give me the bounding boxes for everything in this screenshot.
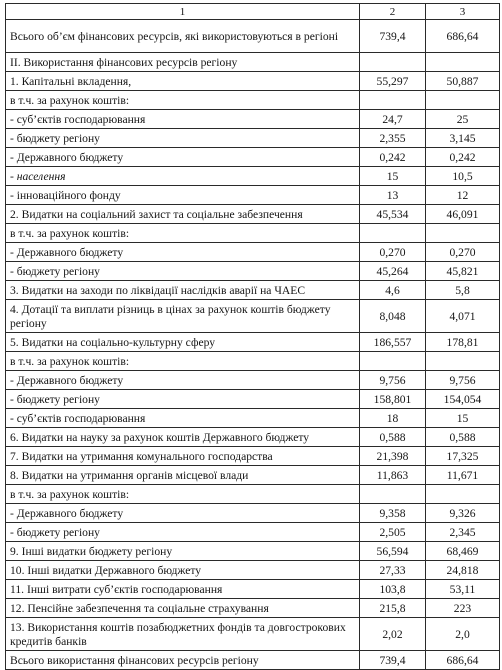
value-col-2: 8,048 bbox=[360, 300, 426, 333]
value-col-3: 53,11 bbox=[426, 580, 500, 599]
value-col-2: 56,594 bbox=[360, 542, 426, 561]
row-label: - Державного бюджету bbox=[6, 504, 360, 523]
table-row bbox=[6, 243, 500, 262]
row-label: 13. Використання коштів позабюджетних фондів та довгострокових кредитів банків bbox=[6, 618, 360, 651]
column-header-2: 2 bbox=[360, 4, 426, 20]
row-label: 5. Видатки на соціально-культурну сферу bbox=[6, 333, 360, 352]
value-col-3: 223 bbox=[426, 599, 500, 618]
table-row bbox=[6, 599, 500, 618]
table-row bbox=[6, 281, 500, 300]
value-col-2: 158,801 bbox=[360, 390, 426, 409]
value-col-2: 18 bbox=[360, 409, 426, 428]
value-col-3: 12 bbox=[426, 186, 500, 205]
table-row bbox=[6, 91, 500, 110]
value-col-2: 2,02 bbox=[360, 618, 426, 651]
table-row bbox=[6, 186, 500, 205]
value-col-2: 9,358 bbox=[360, 504, 426, 523]
row-label: - бюджету регіону bbox=[6, 129, 360, 148]
value-col-2: 21,398 bbox=[360, 447, 426, 466]
row-label: в т.ч. за рахунок коштів: bbox=[6, 91, 360, 110]
row-label: 10. Інші видатки Державного бюджету bbox=[6, 561, 360, 580]
value-col-3: 15 bbox=[426, 409, 500, 428]
table-row bbox=[6, 428, 500, 447]
row-label: 1. Капітальні вкладення, bbox=[6, 72, 360, 91]
value-col-2: 739,4 bbox=[360, 651, 426, 670]
table-row bbox=[6, 148, 500, 167]
value-col-3: 25 bbox=[426, 110, 500, 129]
table-row bbox=[6, 371, 500, 390]
value-col-3: 24,818 bbox=[426, 561, 500, 580]
value-col-2: 55,297 bbox=[360, 72, 426, 91]
column-header-1: 1 bbox=[6, 4, 360, 20]
row-label: - Державного бюджету bbox=[6, 243, 360, 262]
value-col-2: 11,863 bbox=[360, 466, 426, 485]
row-label: - бюджету регіону bbox=[6, 390, 360, 409]
row-label: - Державного бюджету bbox=[6, 148, 360, 167]
row-label: в т.ч. за рахунок коштів: bbox=[6, 224, 360, 243]
table-row bbox=[6, 300, 500, 333]
value-col-2: 215,8 bbox=[360, 599, 426, 618]
value-col-3 bbox=[426, 224, 500, 243]
value-col-3: 686,64 bbox=[426, 20, 500, 53]
value-col-2 bbox=[360, 224, 426, 243]
value-col-3: 3,145 bbox=[426, 129, 500, 148]
document-page bbox=[5, 3, 499, 670]
value-col-3: 0,270 bbox=[426, 243, 500, 262]
table-row bbox=[6, 352, 500, 371]
value-col-2: 4,6 bbox=[360, 281, 426, 300]
table-row bbox=[6, 390, 500, 409]
row-label: - Державного бюджету bbox=[6, 371, 360, 390]
financial-resources-table bbox=[5, 3, 500, 670]
row-label: II. Використання фінансових ресурсів регіону bbox=[6, 53, 360, 72]
value-col-2: 103,8 bbox=[360, 580, 426, 599]
row-label: - населення bbox=[6, 167, 360, 186]
row-label: - інноваційного фонду bbox=[6, 186, 360, 205]
value-col-3: 154,054 bbox=[426, 390, 500, 409]
value-col-2: 739,4 bbox=[360, 20, 426, 53]
value-col-2 bbox=[360, 485, 426, 504]
table-row bbox=[6, 205, 500, 224]
row-label: 7. Видатки на утримання комунального господарства bbox=[6, 447, 360, 466]
value-col-3: 0,242 bbox=[426, 148, 500, 167]
value-col-2: 186,557 bbox=[360, 333, 426, 352]
table-row bbox=[6, 504, 500, 523]
row-label: 12. Пенсійне забезпечення та соціальне страхування bbox=[6, 599, 360, 618]
value-col-2: 9,756 bbox=[360, 371, 426, 390]
value-col-3 bbox=[426, 53, 500, 72]
table-row bbox=[6, 466, 500, 485]
table-row bbox=[6, 72, 500, 91]
value-col-3: 9,326 bbox=[426, 504, 500, 523]
value-col-3: 5,8 bbox=[426, 281, 500, 300]
value-col-3: 178,81 bbox=[426, 333, 500, 352]
row-label: - суб’єктів господарювання bbox=[6, 110, 360, 129]
value-col-3: 68,469 bbox=[426, 542, 500, 561]
value-col-3: 686,64 bbox=[426, 651, 500, 670]
row-label: 11. Інші витрати суб’єктів господарювання bbox=[6, 580, 360, 599]
value-col-3: 9,756 bbox=[426, 371, 500, 390]
table-row bbox=[6, 542, 500, 561]
value-col-2 bbox=[360, 53, 426, 72]
value-col-2: 0,242 bbox=[360, 148, 426, 167]
value-col-3 bbox=[426, 485, 500, 504]
row-label: Всього об’єм фінансових ресурсів, які використовуються в регіоні bbox=[6, 20, 360, 53]
table-row bbox=[6, 224, 500, 243]
value-col-2: 24,7 bbox=[360, 110, 426, 129]
column-header-3: 3 bbox=[426, 4, 500, 20]
value-col-3: 2,345 bbox=[426, 523, 500, 542]
value-col-3: 46,091 bbox=[426, 205, 500, 224]
row-label: в т.ч. за рахунок коштів: bbox=[6, 485, 360, 504]
table-row bbox=[6, 485, 500, 504]
value-col-2: 2,355 bbox=[360, 129, 426, 148]
value-col-2: 15 bbox=[360, 167, 426, 186]
value-col-2: 2,505 bbox=[360, 523, 426, 542]
row-label: 9. Інші видатки бюджету регіону bbox=[6, 542, 360, 561]
value-col-2: 45,534 bbox=[360, 205, 426, 224]
value-col-2: 0,270 bbox=[360, 243, 426, 262]
table-row bbox=[6, 409, 500, 428]
value-col-2 bbox=[360, 91, 426, 110]
value-col-3: 0,588 bbox=[426, 428, 500, 447]
row-label: в т.ч. за рахунок коштів: bbox=[6, 352, 360, 371]
row-label: 8. Видатки на утримання органів місцевої влади bbox=[6, 466, 360, 485]
table-row bbox=[6, 561, 500, 580]
table-row bbox=[6, 651, 500, 670]
value-col-2: 13 bbox=[360, 186, 426, 205]
table-row bbox=[6, 262, 500, 281]
table-row bbox=[6, 447, 500, 466]
value-col-3: 4,071 bbox=[426, 300, 500, 333]
table-row bbox=[6, 167, 500, 186]
table-row bbox=[6, 618, 500, 651]
table-row bbox=[6, 580, 500, 599]
value-col-2: 27,33 bbox=[360, 561, 426, 580]
value-col-3: 45,821 bbox=[426, 262, 500, 281]
row-label: 2. Видатки на соціальний захист та соціальне забезпечення bbox=[6, 205, 360, 224]
row-label: - бюджету регіону bbox=[6, 523, 360, 542]
row-label: - суб’єктів господарювання bbox=[6, 409, 360, 428]
row-label: Всього використання фінансових ресурсів регіону bbox=[6, 651, 360, 670]
row-label: - бюджету регіону bbox=[6, 262, 360, 281]
table-row bbox=[6, 333, 500, 352]
table-row bbox=[6, 129, 500, 148]
value-col-3: 17,325 bbox=[426, 447, 500, 466]
value-col-2 bbox=[360, 352, 426, 371]
value-col-3 bbox=[426, 352, 500, 371]
value-col-3: 2,0 bbox=[426, 618, 500, 651]
value-col-3: 11,671 bbox=[426, 466, 500, 485]
value-col-3: 10,5 bbox=[426, 167, 500, 186]
row-label: 6. Видатки на науку за рахунок коштів Державного бюджету bbox=[6, 428, 360, 447]
table-row bbox=[6, 523, 500, 542]
table-row bbox=[6, 110, 500, 129]
table-row bbox=[6, 20, 500, 53]
value-col-3 bbox=[426, 91, 500, 110]
value-col-2: 0,588 bbox=[360, 428, 426, 447]
value-col-2: 45,264 bbox=[360, 262, 426, 281]
table-row bbox=[6, 53, 500, 72]
row-label: 3. Видатки на заходи по ліквідації наслідків аварії на ЧАЕС bbox=[6, 281, 360, 300]
table-header-row bbox=[6, 4, 500, 20]
row-label: 4. Дотації та виплати різниць в цінах за рахунок коштів бюджету регіону bbox=[6, 300, 360, 333]
value-col-3: 50,887 bbox=[426, 72, 500, 91]
